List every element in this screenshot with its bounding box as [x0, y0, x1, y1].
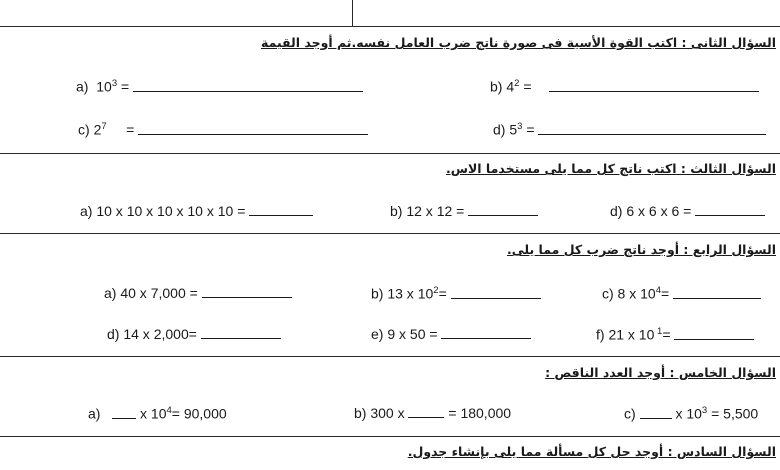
q5-item-c: c) x $10^3 = 5,500$	[624, 405, 759, 422]
q5-answer-b[interactable]	[408, 405, 444, 418]
q3-item-a: a) 10 x 10 x 10 x 10 x 10 =	[80, 203, 313, 219]
q3-answer-d[interactable]	[695, 203, 765, 216]
q4-answer-b[interactable]	[451, 286, 541, 299]
top-divider-stub	[352, 0, 353, 26]
q2-answer-c[interactable]	[138, 122, 368, 135]
q6-heading: السؤال السادس : أوجد حل كل مسألة مما يلى بإنشاء جدول.	[407, 444, 776, 459]
q5-heading: السؤال الخامس : أوجد العدد الناقص :	[545, 365, 776, 380]
q4-answer-e[interactable]	[441, 326, 531, 339]
q4-answer-d[interactable]	[201, 326, 281, 339]
section-divider-4	[0, 356, 780, 357]
q2-item-a: a) $10^3$ =	[76, 78, 363, 95]
q2-answer-d[interactable]	[538, 122, 766, 135]
q5-item-a: a) x $10^4= 90,000$	[88, 405, 227, 422]
q2-heading: السؤال الثانى : اكتب القوة الأسية فى صورة ناتج ضرب العامل نفسه.ثم أوجد القيمة	[260, 35, 776, 50]
q2-item-d: d) $5^3$ =	[493, 121, 766, 138]
q4-answer-c[interactable]	[673, 286, 761, 299]
q4-item-a: a) 40 x 7,000 =	[104, 285, 292, 301]
q2-item-c: c) $2^7$ =	[78, 121, 368, 138]
q4-heading: السؤال الرابع : أوجد ناتج ضرب كل مما يلى.	[507, 242, 776, 257]
section-divider-5	[0, 436, 780, 437]
q4-answer-a[interactable]	[202, 285, 292, 298]
q5-answer-a[interactable]	[112, 406, 136, 419]
section-divider-1	[0, 26, 780, 27]
section-divider-3	[0, 233, 780, 234]
q4-item-e: e) 9 x 50 =	[371, 326, 531, 342]
q4-answer-f[interactable]	[674, 327, 754, 340]
q3-answer-a[interactable]	[249, 203, 313, 216]
q2-item-b: b) $4^2$ =	[490, 78, 759, 95]
q3-heading: السؤال الثالث : اكتب ناتج كل مما يلى مستخدما الاس.	[445, 161, 776, 176]
q4-item-c: c) 8 x $10^4=$	[602, 285, 761, 302]
q3-item-d: d) 6 x 6 x 6 =	[610, 203, 765, 219]
q3-item-b: b) 12 x 12 =	[390, 203, 538, 219]
q4-item-f: f) 21 x 10 $^1$=	[596, 326, 754, 343]
q4-item-d: d) 14 x 2,000=	[107, 326, 281, 342]
section-divider-2	[0, 153, 780, 154]
q4-item-b: b) 13 x $10^2=$	[371, 285, 541, 302]
q5-item-b: b) 300 x = 180,000	[354, 405, 512, 421]
q2-answer-a[interactable]	[133, 79, 363, 92]
q2-answer-b[interactable]	[549, 79, 759, 92]
q5-answer-c[interactable]	[640, 406, 672, 419]
q3-answer-b[interactable]	[468, 203, 538, 216]
